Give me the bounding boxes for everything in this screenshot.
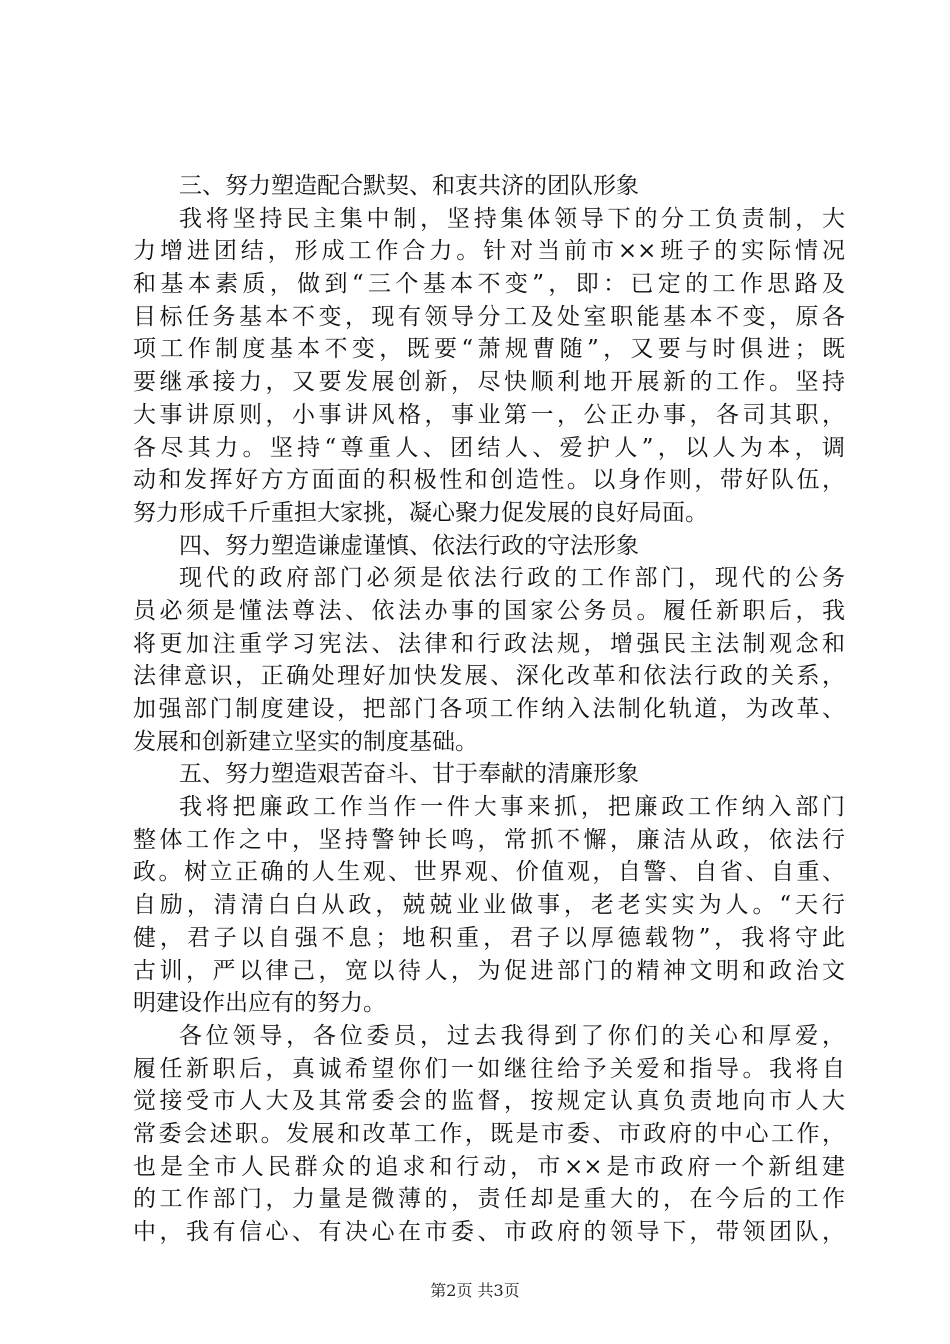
text-line: 各尽其力。坚持“尊重人、团结人、爱护人”，以人为本，调	[133, 434, 845, 461]
text-line: 加强部门制度建设，把部门各项工作纳入法制化轨道，为改革、	[133, 696, 845, 722]
text-line: 我将坚持民主集中制，坚持集体领导下的分工负责制，大	[179, 205, 845, 232]
text-line: 目标任务基本不变，现有领导分工及处室职能基本不变，原各	[133, 303, 845, 330]
text-line: 努力形成千斤重担大家挑，凝心聚力促发展的良好局面。	[133, 499, 708, 526]
text-line: 觉接受市人大及其常委会的监督，按规定认真负责地向市人大	[133, 1088, 845, 1115]
text-line: 三、努力塑造配合默契、和衷共济的团队形象	[179, 173, 639, 199]
text-line: 也是全市人民群众的追求和行动，市××是市政府一个新组建	[133, 1153, 845, 1180]
text-line: 明建设作出应有的努力。	[133, 990, 386, 1017]
page-footer: 第2页 共3页	[430, 1281, 520, 1300]
text-line: 大事讲原则，小事讲风格，事业第一，公正办事，各司其职，	[133, 401, 845, 428]
text-line: 健，君子以自强不息；地积重，君子以厚德载物”，我将守此	[133, 924, 845, 951]
text-line: 的工作部门，力量是微薄的，责任却是重大的，在今后的工作	[133, 1186, 845, 1213]
document-body	[133, 170, 845, 1249]
text-line: 要继承接力，又要发展创新，尽快顺利地开展新的工作。坚持	[133, 369, 845, 396]
text-line: 发展和创新建立坚实的制度基础。	[133, 728, 478, 755]
text-line: 自励，清清白白从政，兢兢业业做事，老老实实为人。“天行	[133, 892, 845, 919]
text-line: 和基本素质，做到“三个基本不变”，即：已定的工作思路及	[133, 271, 845, 298]
text-line: 法律意识，正确处理好加快发展、深化改革和依法行政的关系，	[133, 663, 845, 690]
text-line: 我将把廉政工作当作一件大事来抓，把廉政工作纳入部门	[179, 794, 845, 821]
text-line: 政。树立正确的人生观、世界观、价值观，自警、自省、自重、	[133, 859, 845, 886]
text-line: 履任新职后，真诚希望你们一如继往给予关爱和指导。我将自	[133, 1055, 845, 1082]
text-line: 中，我有信心、有决心在市委、市政府的领导下，带领团队，	[133, 1219, 845, 1245]
text-line: 员必须是懂法尊法、依法办事的国家公务员。履任新职后，我	[133, 597, 845, 624]
text-line: 动和发挥好方方面面的积极性和创造性。以身作则，带好队伍，	[133, 467, 845, 494]
text-line: 整体工作之中，坚持警钟长鸣，常抓不懈，廉洁从政，依法行	[133, 826, 845, 853]
text-line: 现代的政府部门必须是依法行政的工作部门，现代的公务	[179, 565, 845, 592]
text-line: 将更加注重学习宪法、法律和行政法规，增强民主法制观念和	[133, 630, 845, 657]
text-line: 古训，严以律己，宽以待人，为促进部门的精神文明和政治文	[133, 957, 845, 984]
text-line: 各位领导，各位委员，过去我得到了你们的关心和厚爱，	[179, 1022, 845, 1049]
text-line: 项工作制度基本不变，既要“萧规曹随”，又要与时俱进；既	[133, 336, 845, 363]
text-line: 五、努力塑造艰苦奋斗、甘于奉献的清廉形象	[179, 761, 639, 788]
text-line: 常委会述职。发展和改革工作，既是市委、市政府的中心工作，	[133, 1120, 845, 1147]
text-line: 四、努力塑造谦虚谨慎、依法行政的守法形象	[179, 532, 639, 559]
text-line: 力增进团结，形成工作合力。针对当前市××班子的实际情况	[133, 238, 845, 265]
